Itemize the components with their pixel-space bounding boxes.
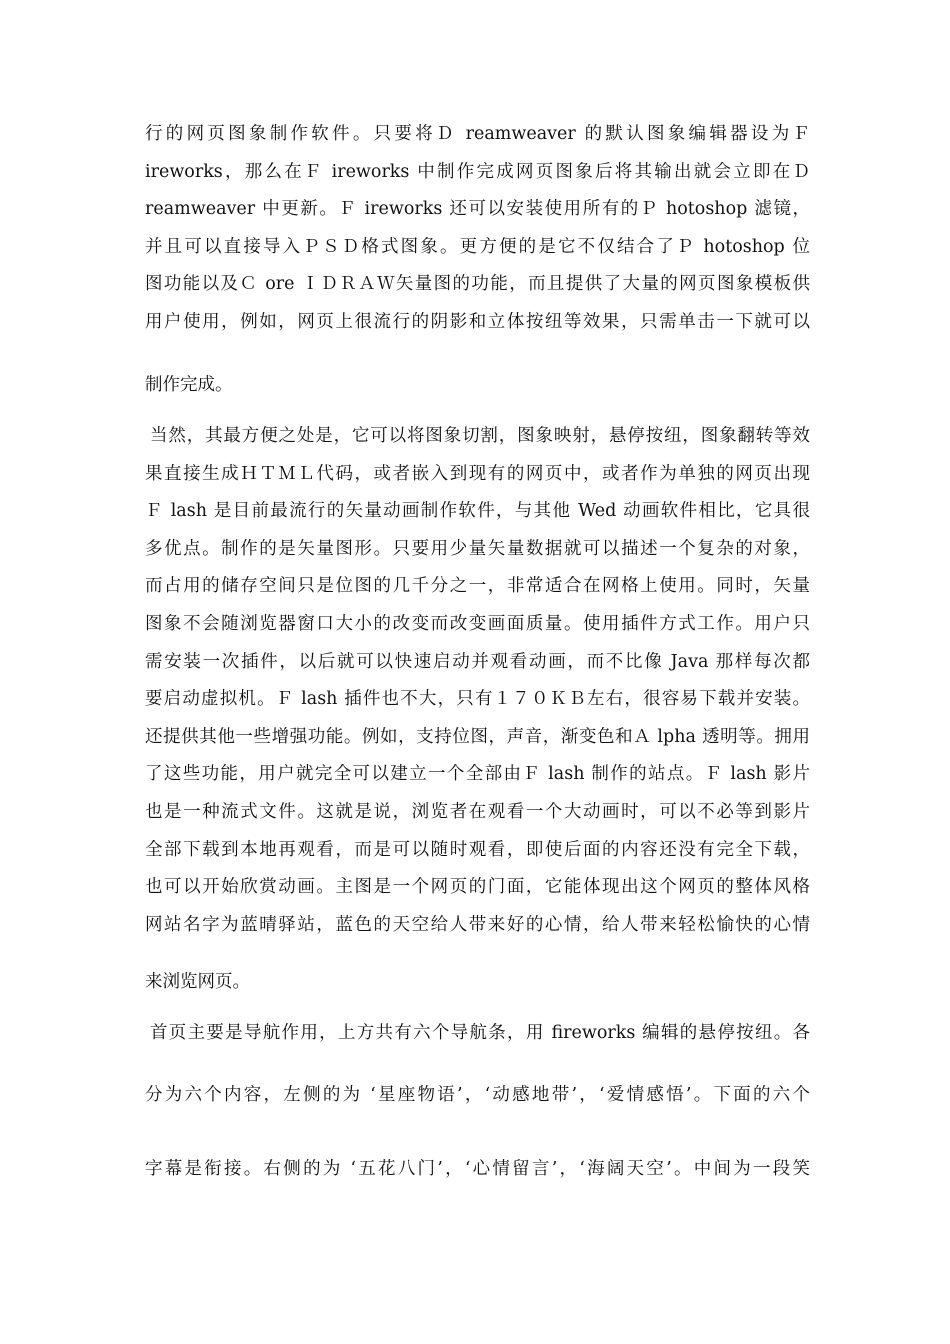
text-line: 需安装一次插件，以后就可以快速启动并观看动画，而不比像 Java 那样每次都 xyxy=(145,651,810,672)
text-line: 也可以开始欣赏动画。主图是一个网页的门面，它能体现出这个网页的整体风格 xyxy=(145,877,810,898)
text-line: 要启动虚拟机。Ｆ lash 插件也不大，只有１７０ＫＢ左右，很容易下载并安装。 xyxy=(145,689,810,710)
text-line: 图象不会随浏览器窗口大小的改变而改变画面质量。使用插件方式工作。用户只 xyxy=(145,613,810,634)
paragraph-1 xyxy=(145,116,810,342)
text-line: 当然，其最方便之处是，它可以将图象切割，图象映射，悬停按纽，图象翻转等效 xyxy=(150,426,810,446)
paragraph-3-line-1 xyxy=(145,1015,810,1053)
text-line: 网站名字为蓝晴驿站，蓝色的天空给人带来好的心情，给人带来轻松愉快的心情 xyxy=(145,914,810,935)
text-line: 还提供其他一些增强功能。例如，支持位图，声音，渐变色和Ａ lpha 透明等。拥用 xyxy=(145,726,810,747)
text-line: 果直接生成ＨＴＭＬ代码，或者嵌入到现有的网页中，或者作为单独的网页出现 xyxy=(145,463,810,484)
text-line: 字幕是衔接。右侧的为 ‘五花八门’，‘心情留言’，‘海阔天空’。中间为一段笑 xyxy=(145,1159,810,1179)
text-line: 来浏览网页。 xyxy=(145,972,250,992)
text-line: 多优点。制作的是矢量图形。只要用少量矢量数据就可以描述一个复杂的对象， xyxy=(145,538,810,559)
text-line: reamweaver 中更新。Ｆ ireworks 还可以安装使用所有的Ｐ hotoshop 滤镜， xyxy=(145,199,810,220)
text-line: 行的网页图象制作软件。只要将Ｄ reamweaver 的默认图象编辑器设为Ｆ xyxy=(145,124,810,144)
text-line: 制作完成。 xyxy=(145,375,233,395)
text-line: 首页主要是导航作用，上方共有六个导航条，用 fireworks 编辑的悬停按纽。各 xyxy=(150,1023,810,1043)
text-line: 全部下载到本地再观看，而是可以随时观看，即使后面的内容还没有完全下载， xyxy=(145,839,810,860)
text-line: 分为六个内容，左侧的为 ‘星座物语’，‘动感地带’，‘爱情感悟’。下面的六个 xyxy=(145,1085,810,1105)
paragraph-3-line-2 xyxy=(145,1077,810,1115)
paragraph-3-line-3 xyxy=(145,1151,810,1189)
text-line: Ｆ lash 是目前最流行的矢量动画制作软件，与其他 Wed 动画软件相比，它具很 xyxy=(145,501,810,522)
text-line: ireworks，那么在Ｆ ireworks 中制作完成网页图象后将其输出就会立即在Ｄ xyxy=(145,161,810,182)
text-line: 并且可以直接导入ＰＳＤ格式图象。更方便的是它不仅结合了Ｐ hotoshop 位 xyxy=(145,236,810,257)
paragraph-2 xyxy=(145,418,810,944)
text-line: 而占用的储存空间只是位图的几千分之一，非常适合在网格上使用。同时，矢量 xyxy=(145,576,810,597)
text-line: 图功能以及Ｃ ore ＩＤＲＡＷ矢量图的功能，而且提供了大量的网页图象模板供 xyxy=(145,274,810,295)
text-line: 也是一种流式文件。这就是说，浏览者在观看一个大动画时，可以不必等到影片 xyxy=(145,801,810,822)
text-line: 用户使用，例如，网页上很流行的阴影和立体按纽等效果，只需单击一下就可以 xyxy=(145,311,810,332)
paragraph-2-end xyxy=(145,964,810,1002)
paragraph-1-end xyxy=(145,367,810,405)
text-line: 了这些功能，用户就完全可以建立一个全部由Ｆ lash 制作的站点。Ｆ lash 影片 xyxy=(145,764,810,785)
